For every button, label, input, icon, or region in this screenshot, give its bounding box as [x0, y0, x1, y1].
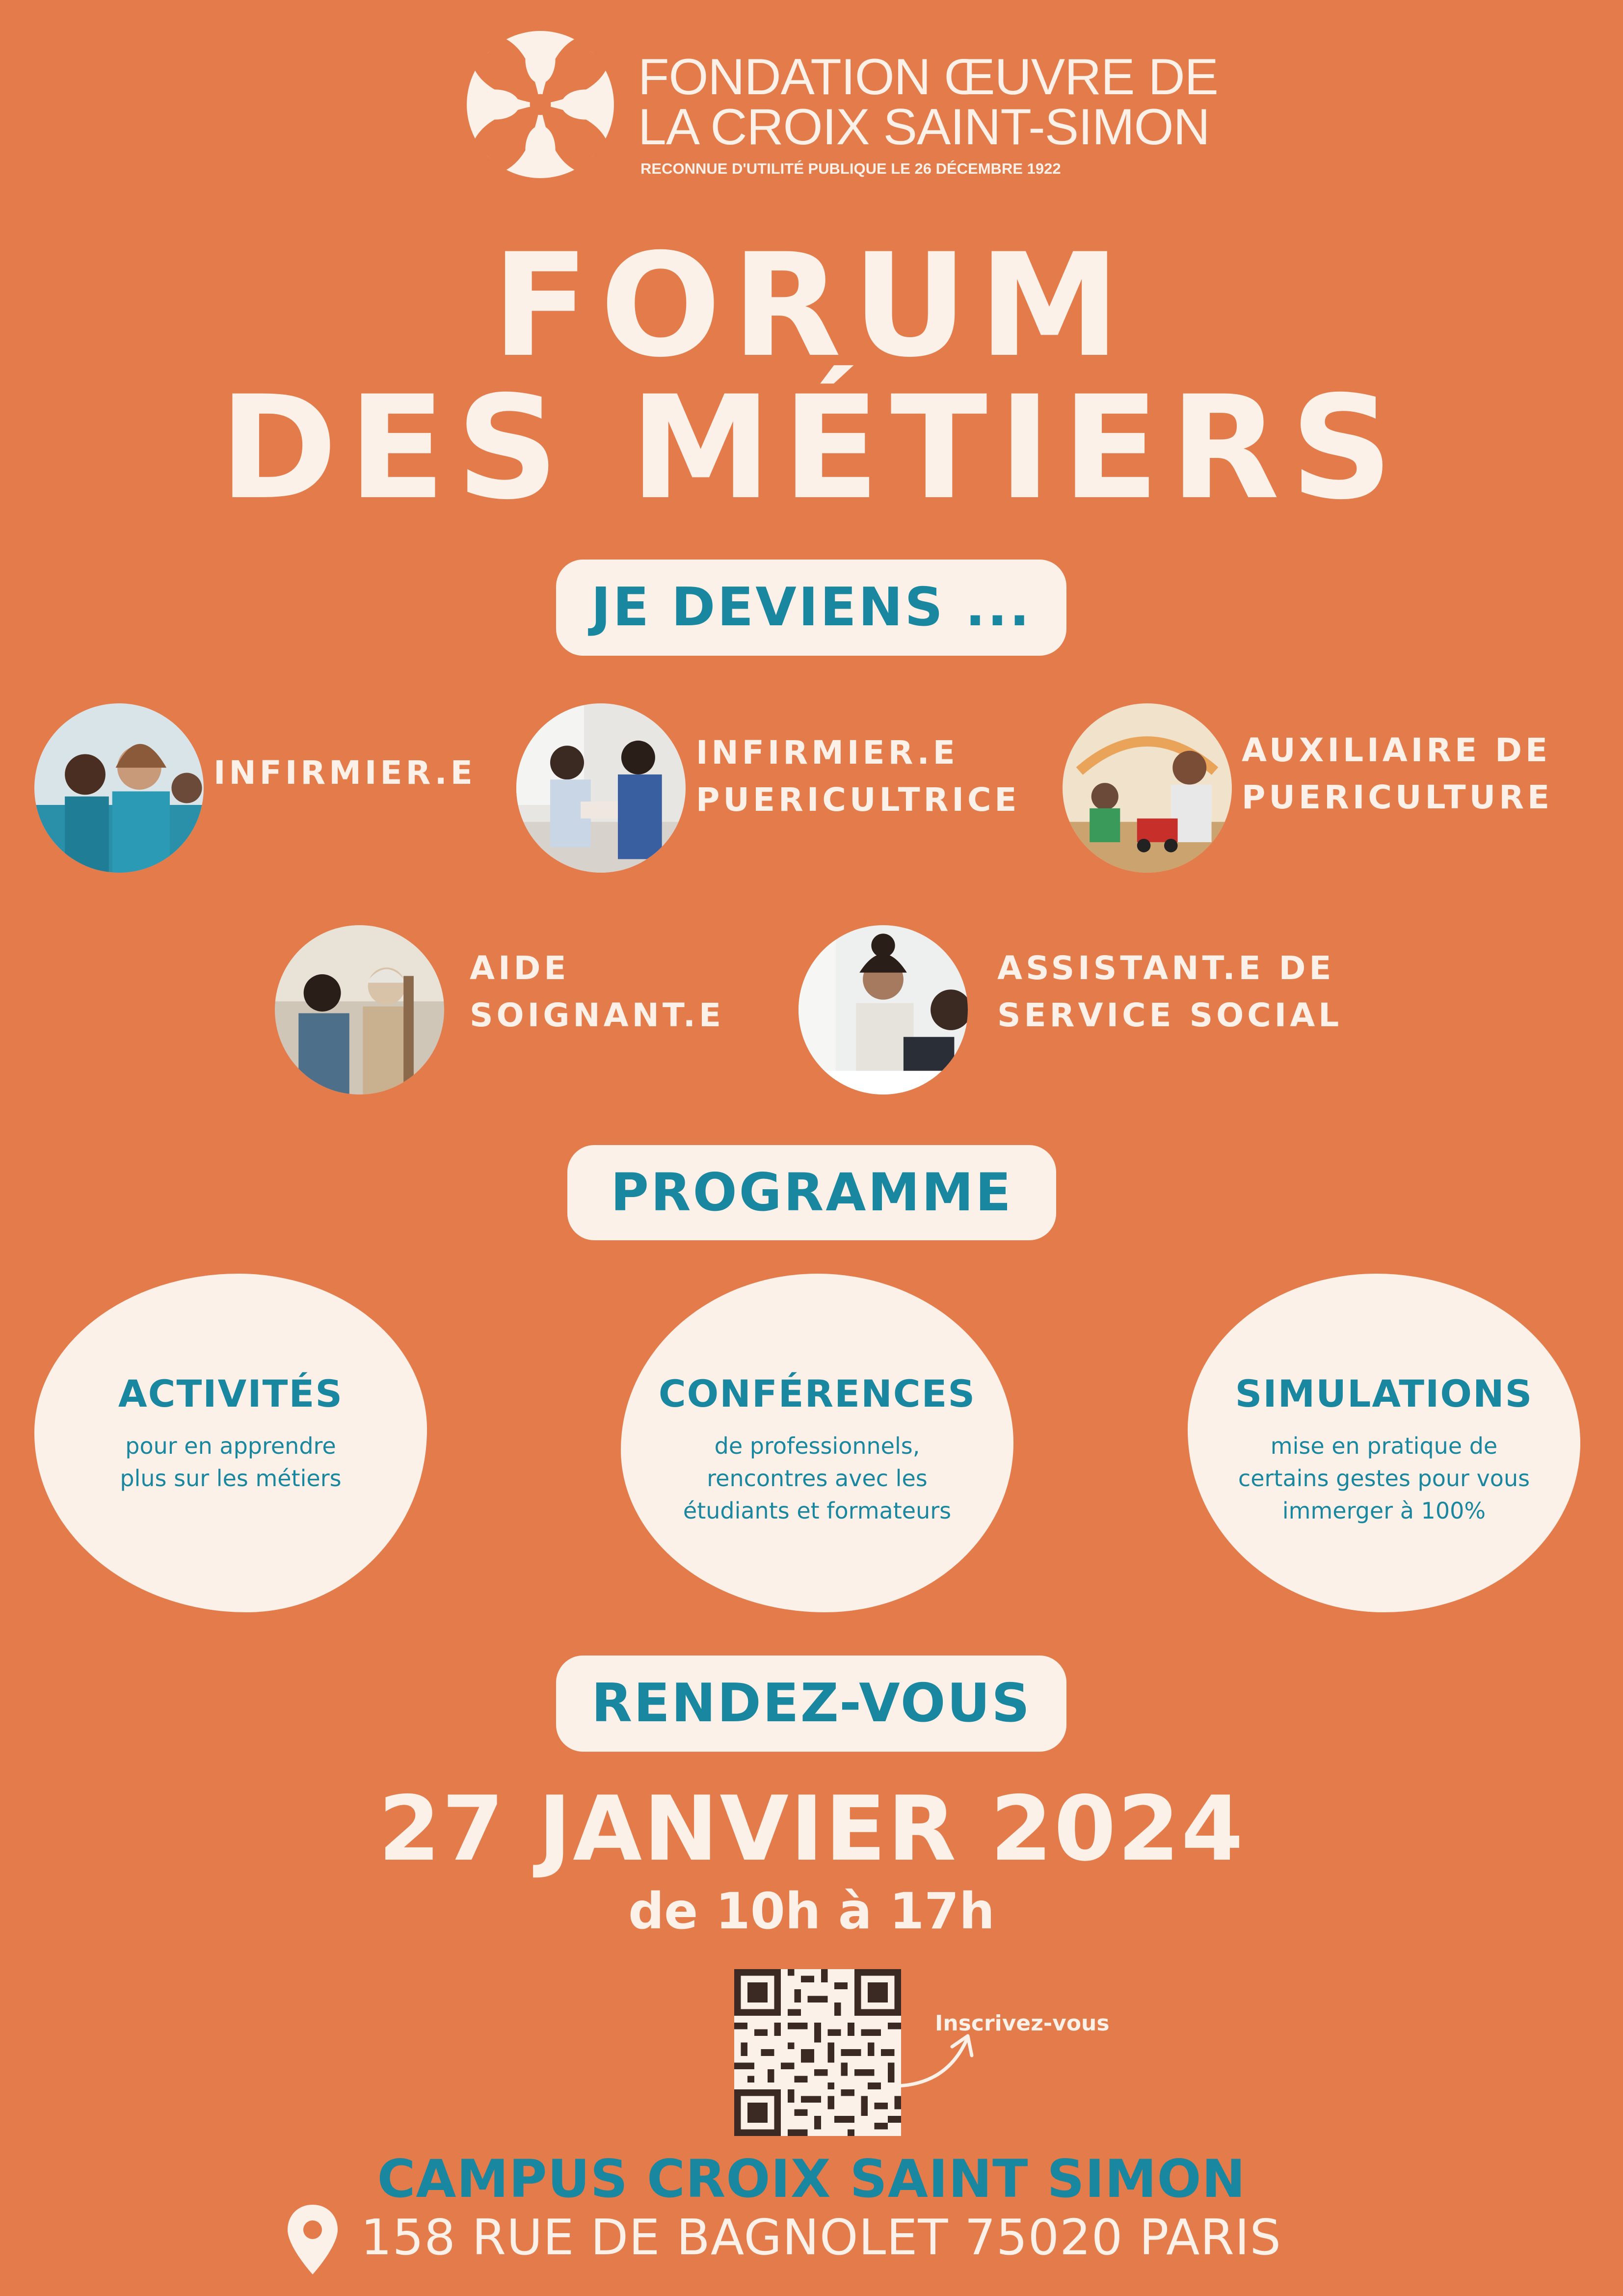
programme-simulations-text [1188, 1430, 1580, 1527]
event-date: 27 JANVIER 2024 [378, 1777, 1245, 1881]
job-label-line1: INFIRMIER.E [213, 754, 476, 792]
job-photo-nurse [34, 703, 204, 873]
job-label-line1: ASSISTANT.E DE [997, 949, 1335, 987]
title-line1: FORUM [492, 223, 1131, 389]
programme-conferences-text [621, 1430, 1013, 1527]
org-name-line1: FONDATION ŒUVRE DE [638, 49, 1218, 106]
job-label-social-worker [997, 945, 1342, 1039]
job-label-line1: INFIRMIER.E [696, 734, 958, 772]
programme-heading: PROGRAMME [567, 1145, 1056, 1240]
foundation-logo-icon [465, 29, 615, 180]
job-label-line2: SERVICE SOCIAL [997, 996, 1343, 1034]
curved-arrow-icon [893, 2027, 982, 2091]
qr-label[interactable]: Inscrivez-vous [935, 2011, 1110, 2036]
programme-activites-text [34, 1430, 427, 1495]
programme-simulations [1188, 1274, 1580, 1612]
job-label-line2: SOIGNANT.E [470, 996, 725, 1034]
programme-conferences-line1: de professionnels, [714, 1433, 920, 1459]
title-line2: DES MÉTIERS [219, 366, 1404, 531]
job-label-nurse [213, 749, 476, 797]
programme-conferences-title: CONFÉRENCES [658, 1372, 976, 1415]
jobs-heading: JE DEVIENS ... [556, 560, 1066, 656]
job-label-line2: PUERICULTURE [1242, 778, 1553, 816]
job-label-line1: AUXILIAIRE DE [1242, 731, 1551, 769]
programme-simulations-title: SIMULATIONS [1235, 1372, 1533, 1415]
job-label-pediatric-nurse [696, 729, 1020, 824]
rendezvous-heading: RENDEZ-VOUS [556, 1655, 1066, 1752]
programme-simulations-line3: immerger à 100% [1282, 1497, 1486, 1524]
programme-simulations-line2: certains gestes pour vous [1238, 1465, 1530, 1492]
campus-name: CAMPUS CROIX SAINT SIMON [377, 2149, 1246, 2209]
job-photo-childcare-assistant [1063, 703, 1232, 873]
qr-code-icon[interactable] [734, 1969, 901, 2136]
org-name-line2: LA CROIX SAINT-SIMON [638, 99, 1210, 156]
programme-conferences [621, 1274, 1013, 1612]
programme-conferences-line3: étudiants et formateurs [683, 1497, 952, 1524]
programme-simulations-line1: mise en pratique de [1270, 1433, 1498, 1459]
job-label-line1: AIDE [470, 949, 570, 987]
programme-conferences-line2: rencontres avec les [707, 1465, 928, 1492]
location-pin-icon [286, 2203, 340, 2276]
org-subtitle: RECONNUE D'UTILITÉ PUBLIQUE LE 26 DÉCEMBRE 1922 [640, 160, 1061, 177]
programme-activites [34, 1274, 427, 1612]
job-label-line2: PUERICULTRICE [696, 781, 1020, 819]
job-label-childcare-assistant [1242, 727, 1553, 821]
address: 158 RUE DE BAGNOLET 75020 PARIS [361, 2209, 1281, 2266]
programme-activites-line1: pour en apprendre [125, 1433, 336, 1459]
job-photo-care-assistant [275, 925, 444, 1095]
programme-activites-line2: plus sur les métiers [120, 1465, 342, 1492]
job-label-care-assistant [470, 945, 724, 1039]
event-hours: de 10h à 17h [628, 1882, 995, 1941]
job-photo-social-worker [798, 925, 968, 1095]
programme-activites-title: ACTIVITÉS [118, 1372, 344, 1415]
job-photo-pediatric-nurse [516, 703, 686, 873]
